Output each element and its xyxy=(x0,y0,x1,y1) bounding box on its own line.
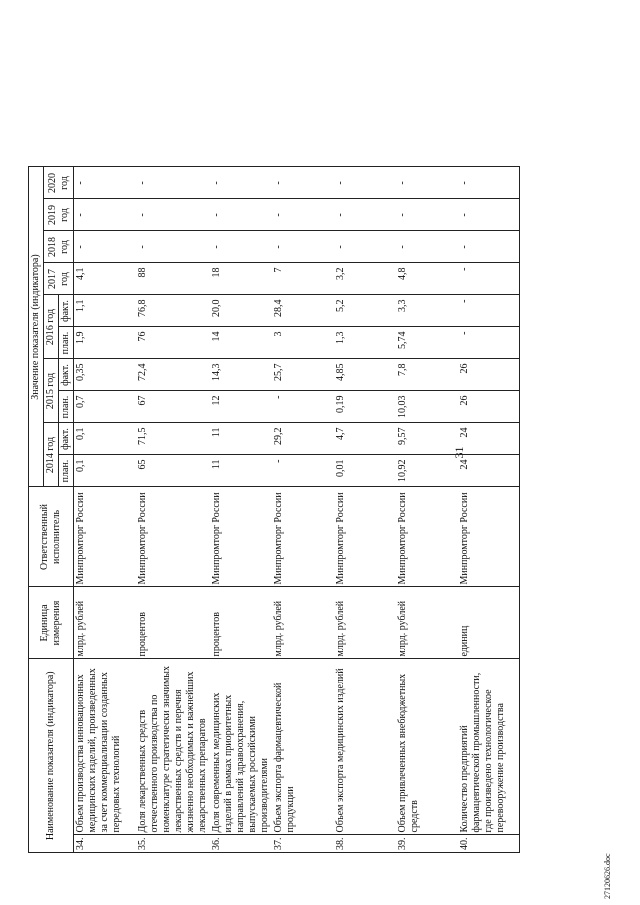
plan-2014: 24 xyxy=(458,455,520,487)
value-2017: - xyxy=(458,263,520,295)
executor-cell: Минпромторг России xyxy=(396,487,458,587)
plan-2016: - xyxy=(458,327,520,359)
executor-cell: Минпромторг России xyxy=(210,487,272,587)
table-row xyxy=(272,167,334,853)
header-unit: Единица измерения xyxy=(29,587,74,659)
header-year-2016: 2016 год xyxy=(44,295,59,359)
fact-2015: 7,8 xyxy=(396,359,458,391)
header-plan-2015: план. xyxy=(59,391,74,423)
indicator-table xyxy=(28,167,520,854)
value-2020: - xyxy=(458,167,520,199)
plan-2015: 0,19 xyxy=(334,391,396,423)
header-year-2018: 2018 год xyxy=(44,231,74,263)
value-2017: 18 xyxy=(210,263,272,295)
fact-2014: 29,2 xyxy=(272,423,334,455)
table-row xyxy=(396,167,458,853)
unit-cell: процентов xyxy=(136,587,210,659)
row-number: 35. xyxy=(136,835,210,853)
value-2020: - xyxy=(272,167,334,199)
table-row xyxy=(74,167,136,853)
plan-2014: 10,92 xyxy=(396,455,458,487)
executor-cell: Минпромторг России xyxy=(136,487,210,587)
executor-cell: Минпромторг России xyxy=(334,487,396,587)
unit-cell: млрд. рублей xyxy=(272,587,334,659)
indicator-name: Доля лекарственных средств отечественного производства по номенклатуре стратегически значимых лекарственных средств и перечня жизненно необходимых и важнейших лекарственных препаратов xyxy=(136,659,210,835)
plan-2016: 5,74 xyxy=(396,327,458,359)
header-year-2019: 2019 год xyxy=(44,199,74,231)
fact-2016: 28,4 xyxy=(272,295,334,327)
header-name: Наименование показателя (индикатора) xyxy=(29,659,74,853)
value-2017: 3,2 xyxy=(334,263,396,295)
row-number: 38. xyxy=(334,835,396,853)
fact-2015: 25,7 xyxy=(272,359,334,391)
fact-2014: 4,7 xyxy=(334,423,396,455)
row-number: 34. xyxy=(74,835,136,853)
header-fact-2015: факт. xyxy=(59,359,74,391)
fact-2016: - xyxy=(458,295,520,327)
value-2018: - xyxy=(74,231,136,263)
fact-2015: 14,3 xyxy=(210,359,272,391)
value-2017: 4,8 xyxy=(396,263,458,295)
plan-2016: 1,9 xyxy=(74,327,136,359)
value-2017: 7 xyxy=(272,263,334,295)
value-2019: - xyxy=(272,199,334,231)
value-2018: - xyxy=(396,231,458,263)
header-fact-2014: факт. xyxy=(59,423,74,455)
value-2018: - xyxy=(136,231,210,263)
table-row xyxy=(210,167,272,853)
table-row xyxy=(136,167,210,853)
row-number: 39. xyxy=(396,835,458,853)
fact-2016: 1,1 xyxy=(74,295,136,327)
value-2019: - xyxy=(396,199,458,231)
plan-2016: 14 xyxy=(210,327,272,359)
row-number: 40. xyxy=(458,835,520,853)
plan-2015: 10,03 xyxy=(396,391,458,423)
value-2018: - xyxy=(458,231,520,263)
plan-2016: 1,3 xyxy=(334,327,396,359)
fact-2014: 24 xyxy=(458,423,520,455)
unit-cell: млрд. рублей xyxy=(74,587,136,659)
plan-2015: 67 xyxy=(136,391,210,423)
executor-cell: Минпромторг России xyxy=(74,487,136,587)
plan-2015: 0,7 xyxy=(74,391,136,423)
value-2019: - xyxy=(136,199,210,231)
fact-2014: 71,5 xyxy=(136,423,210,455)
indicator-name: Объем экспорта медицинских изделий xyxy=(334,659,396,835)
fact-2016: 3,3 xyxy=(396,295,458,327)
header-year-2020: 2020 год xyxy=(44,167,74,199)
fact-2015: 4,85 xyxy=(334,359,396,391)
executor-cell: Минпромторг России xyxy=(458,487,520,587)
fact-2014: 0,1 xyxy=(74,423,136,455)
unit-cell: млрд. рублей xyxy=(334,587,396,659)
value-2019: - xyxy=(334,199,396,231)
indicator-name: Доля современных медицинских изделий в рамках приоритетных направлений здравоохранения, выпускаемых российскими производителями xyxy=(210,659,272,835)
fact-2015: 0,35 xyxy=(74,359,136,391)
indicator-name: Объем производства инновационных медицинских изделий, произведенных за счет коммерциализации созданных передовых технологий xyxy=(74,659,136,835)
value-2018: - xyxy=(334,231,396,263)
unit-cell: млрд. рублей xyxy=(396,587,458,659)
indicator-name: Объем привлеченных внебюджетных средств xyxy=(396,659,458,835)
plan-2014: 11 xyxy=(210,455,272,487)
value-2020: - xyxy=(136,167,210,199)
header-executor: Ответственный исполнитель xyxy=(29,487,74,587)
plan-2016: 3 xyxy=(272,327,334,359)
value-2018: - xyxy=(210,231,272,263)
table-row xyxy=(334,167,396,853)
header-year-2014: 2014 год xyxy=(44,423,59,487)
indicator-name: Количество предприятий фармацевтической промышленности, где произведено технологическое перевооружение производства xyxy=(458,659,520,835)
table-header xyxy=(29,167,74,853)
header-year-2017: 2017 год xyxy=(44,263,74,295)
header-year-2015: 2015 год xyxy=(44,359,59,423)
fact-2015: 72,4 xyxy=(136,359,210,391)
executor-cell: Минпромторг России xyxy=(272,487,334,587)
table-row xyxy=(458,167,520,853)
row-number: 37. xyxy=(272,835,334,853)
value-2019: - xyxy=(74,199,136,231)
unit-cell: единиц xyxy=(458,587,520,659)
fact-2014: 11 xyxy=(210,423,272,455)
plan-2016: 76 xyxy=(136,327,210,359)
value-2018: - xyxy=(272,231,334,263)
plan-2015: - xyxy=(272,391,334,423)
fact-2015: 26 xyxy=(458,359,520,391)
page-number: 31 xyxy=(452,446,466,459)
plan-2015: 12 xyxy=(210,391,272,423)
header-fact-2016: факт. xyxy=(59,295,74,327)
row-number: 36. xyxy=(210,835,272,853)
document-reference: 27120626.doc xyxy=(603,853,612,899)
value-2020: - xyxy=(210,167,272,199)
plan-2014: 0,01 xyxy=(334,455,396,487)
value-2020: - xyxy=(396,167,458,199)
indicator-name: Объем экспорта фармацевтической продукции xyxy=(272,659,334,835)
value-2020: - xyxy=(334,167,396,199)
unit-cell: процентов xyxy=(210,587,272,659)
value-2019: - xyxy=(210,199,272,231)
fact-2016: 5,2 xyxy=(334,295,396,327)
value-2017: 88 xyxy=(136,263,210,295)
value-2017: 4,1 xyxy=(74,263,136,295)
header-plan-2014: план. xyxy=(59,455,74,487)
fact-2016: 20,0 xyxy=(210,295,272,327)
header-value-group: Значение показателя (индикатора) xyxy=(29,167,44,487)
fact-2016: 76,8 xyxy=(136,295,210,327)
value-2020: - xyxy=(74,167,136,199)
plan-2014: 0,1 xyxy=(74,455,136,487)
value-2019: - xyxy=(458,199,520,231)
header-plan-2016: план. xyxy=(59,327,74,359)
plan-2014: - xyxy=(272,455,334,487)
plan-2014: 65 xyxy=(136,455,210,487)
plan-2015: 26 xyxy=(458,391,520,423)
table-body xyxy=(74,167,520,853)
fact-2014: 9,57 xyxy=(396,423,458,455)
